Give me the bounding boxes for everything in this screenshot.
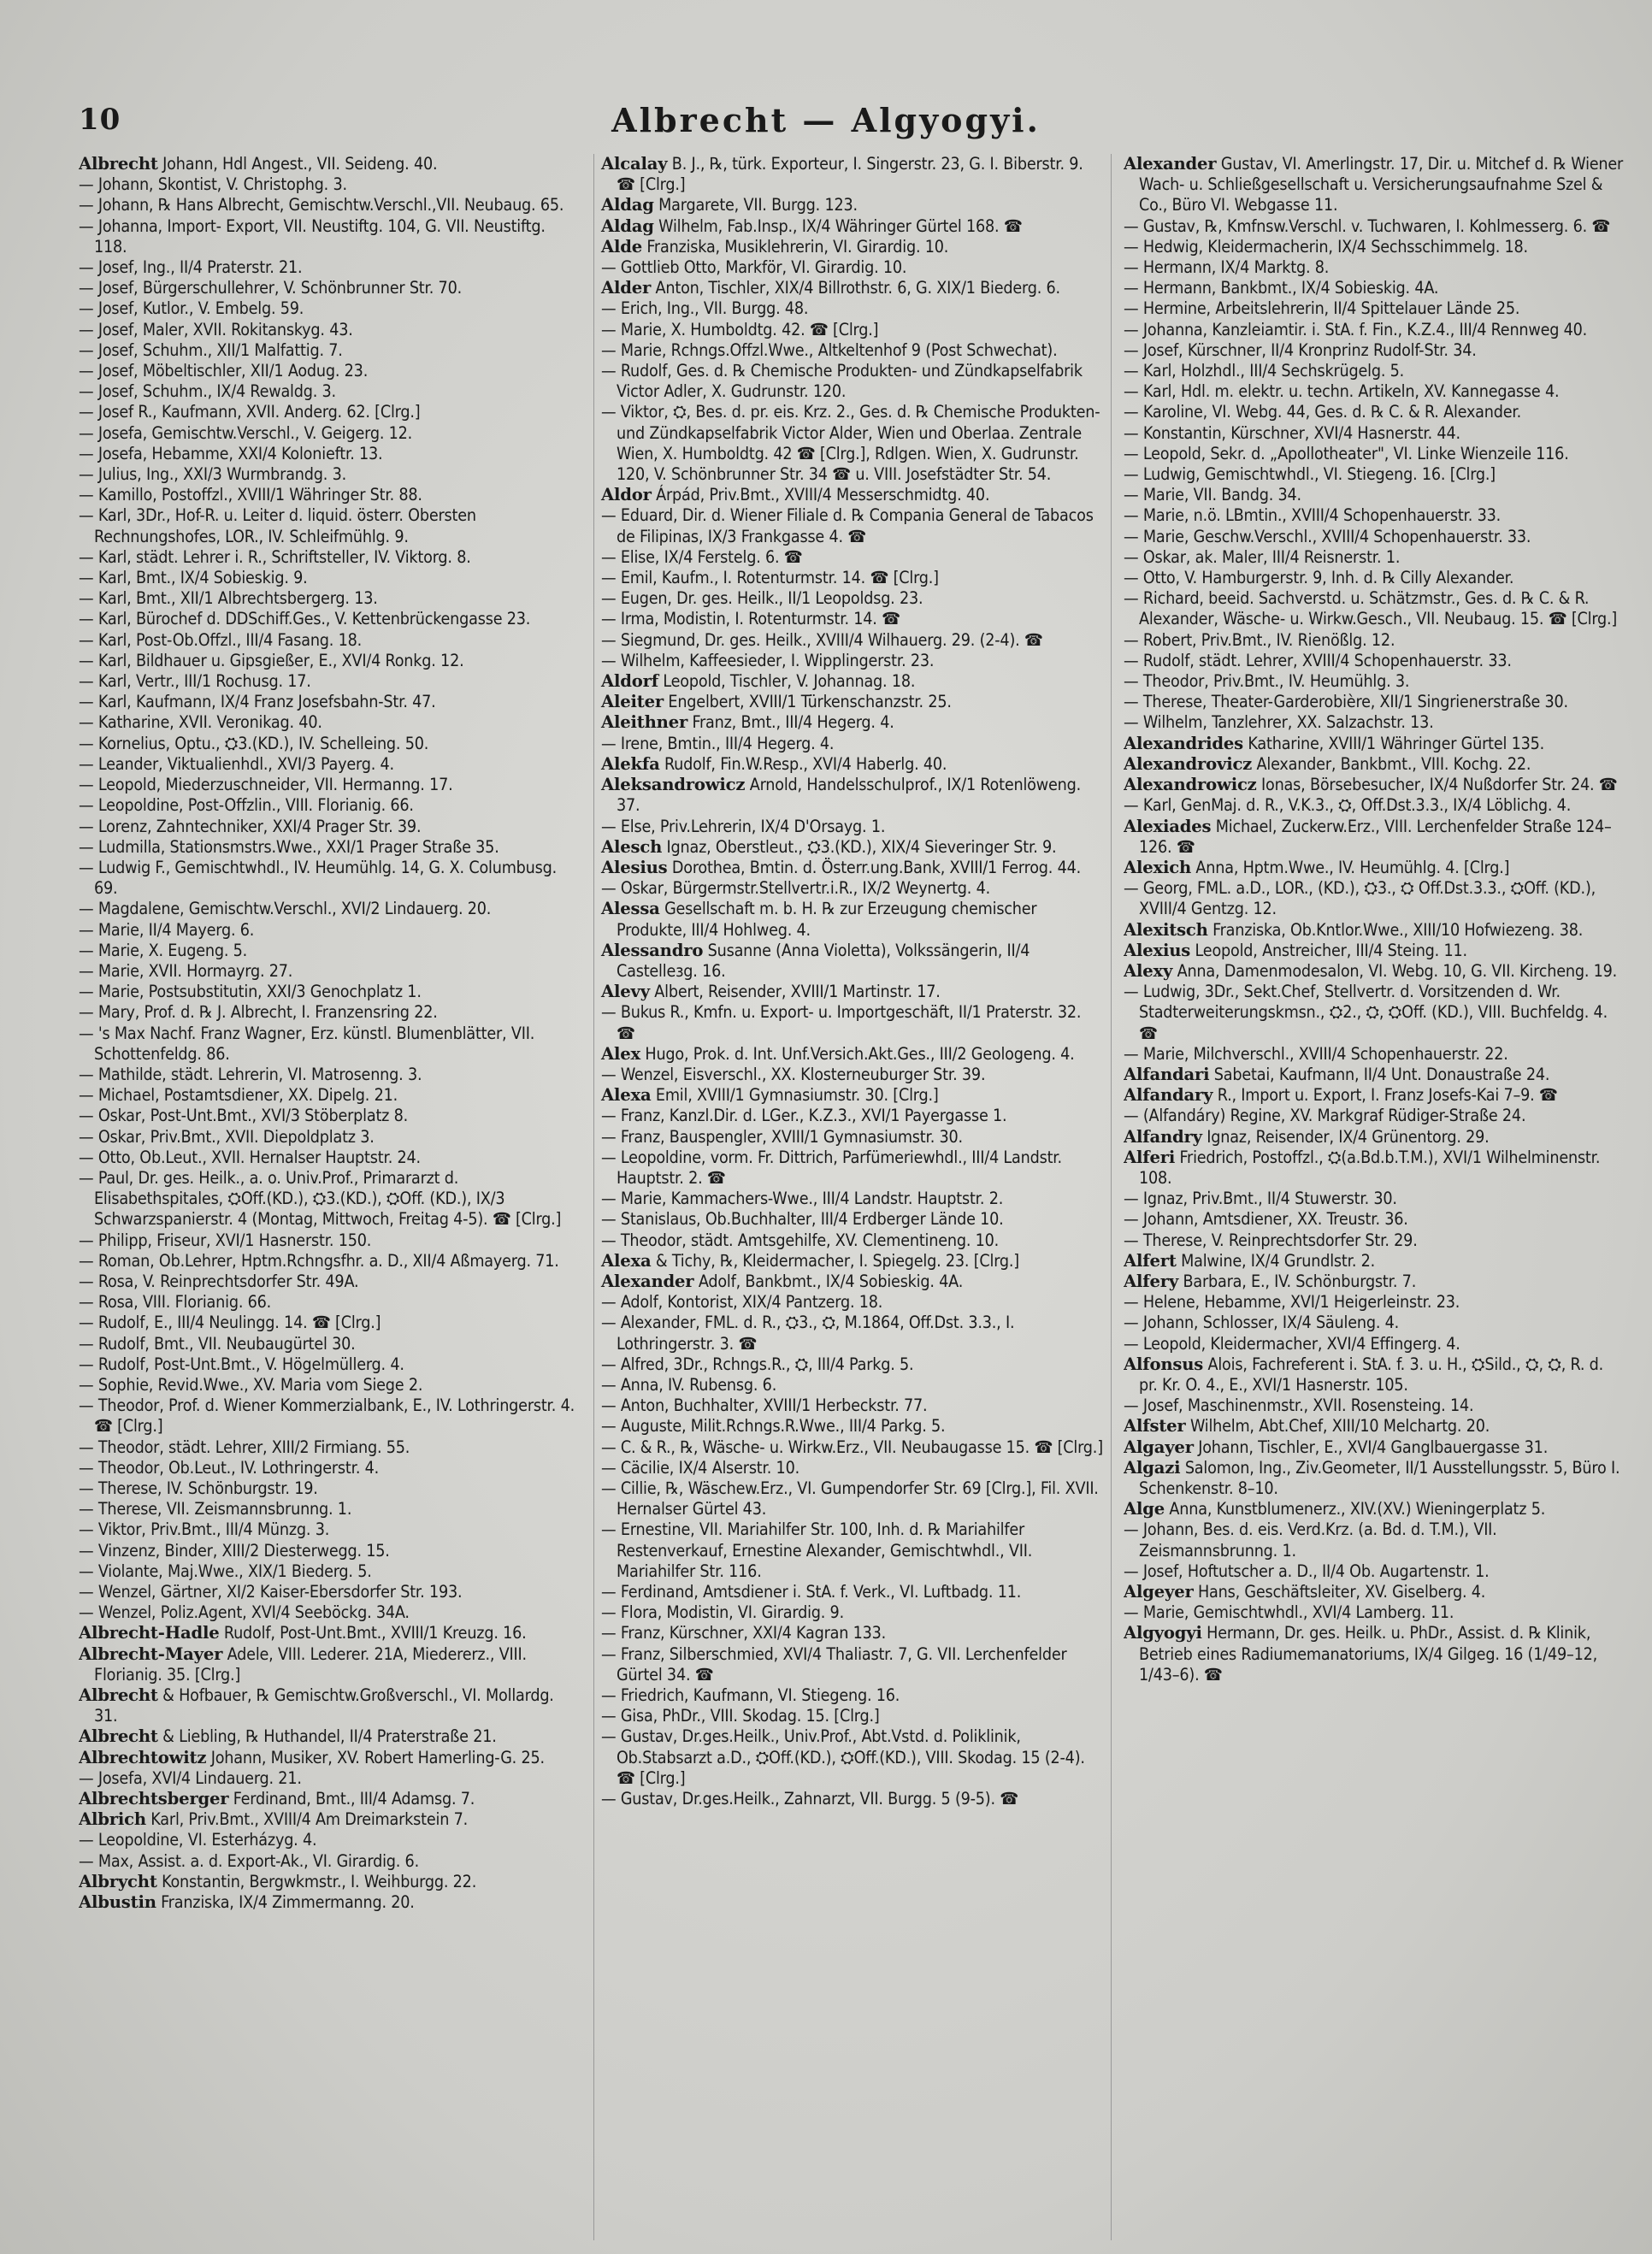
- directory-entry: — Roman, Ob.Lehrer, Hptm.Rchngsfhr. a. D., XII/4 Aßmayerg. 71.: [79, 1250, 559, 1271]
- directory-entry: — Therese, IV. Schönburgstr. 19.: [79, 1478, 318, 1498]
- directory-entry: — Josefa, XVI/4 Lindauerg. 21.: [79, 1767, 302, 1788]
- directory-entry: — Anton, Buchhalter, XVIII/1 Herbeckstr. 77.: [601, 1395, 928, 1416]
- directory-entry: Albustin Franziska, IX/4 Zimmermanng. 20.: [79, 1892, 415, 1913]
- directory-entry: — Alexander, FML. d. R., ⛭3., ⛭, M.1864, Off.Dst. 3.3., I. Lothringerstr. 3. ☎: [601, 1313, 1015, 1354]
- directory-entry: Alexandrides Katharine, XVIII/1 Währinger Gürtel 135.: [1124, 733, 1545, 753]
- directory-entry: — Adolf, Kontorist, XIX/4 Pantzerg. 18.: [601, 1292, 883, 1313]
- directory-entry: — Marie, Gemischtwhdl., XVI/4 Lamberg. 11.: [1124, 1602, 1454, 1623]
- directory-entry: — Johann, Bes. d. eis. Verd.Krz. (a. Bd. d. T.M.), VII. Zeismannsbrunng. 1.: [1124, 1519, 1497, 1561]
- directory-entry: — Mary, Prof. d. ℞ J. Albrecht, I. Franzensring 22.: [79, 1002, 438, 1023]
- directory-entry: Albrecht Johann, Hdl Angest., VII. Seideng. 40.: [79, 154, 438, 174]
- directory-entry: Aleithner Franz, Bmt., III/4 Hegerg. 4.: [601, 712, 894, 733]
- directory-entry: — Kornelius, Optu., ⛭3.(KD.), IV. Schelleing. 50.: [79, 733, 429, 753]
- directory-entry: — Philipp, Friseur, XVI/1 Hasnerstr. 150.: [79, 1230, 372, 1250]
- directory-entry: Alfonsus Alois, Fachreferent i. StA. f. 3. u. H., ⛭Sild., ⛭, ⛭, R. d. pr. Kr. O. 4., E., XVI/1 Hasnerstr. 105.: [1124, 1354, 1604, 1395]
- directory-entry: Aldag Margarete, VII. Burgg. 123.: [601, 195, 858, 215]
- running-head: Albrecht — Algyogyi.: [611, 101, 1041, 139]
- directory-entry: — Konstantin, Kürschner, XVI/4 Hasnerstr. 44.: [1124, 422, 1460, 443]
- directory-entry: — Marie, n.ö. LBmtin., XVIII/4 Schopenhauerstr. 33.: [1124, 505, 1502, 526]
- directory-entry: Alexiades Michael, Zuckerw.Erz., VIII. Lerchenfelder Straße 124–126. ☎: [1124, 816, 1612, 857]
- entries-columns: [79, 154, 1626, 2240]
- directory-entry: — Hermann, Bankbmt., IX/4 Sobieskig. 4A.: [1124, 278, 1439, 298]
- directory-entry: — Rudolf, E., III/4 Neulingg. 14. ☎ [Clrg.]: [79, 1313, 381, 1333]
- directory-entry: — Katharine, XVII. Veronikag. 40.: [79, 712, 322, 733]
- directory-entry: Alfert Malwine, IX/4 Grundlstr. 2.: [1124, 1250, 1376, 1271]
- directory-entry: — Stanislaus, Ob.Buchhalter, III/4 Erdberger Lände 10.: [601, 1209, 1004, 1230]
- directory-entry: Alexander Gustav, VI. Amerlingstr. 17, Dir. u. Mitchef d. ℞ Wiener Wach- u. Schließgesellschaft u. Versicherungsaufnahme Szel & Co., Büro VI. Webgasse 11.: [1124, 154, 1624, 215]
- directory-entry: — Leopoldine, Post-Offzlin., VIII. Florianig. 66.: [79, 795, 414, 816]
- directory-entry: — Max, Assist. a. d. Export-Ak., VI. Girardig. 6.: [79, 1850, 419, 1871]
- directory-entry: — Irma, Modistin, I. Rotenturmstr. 14. ☎: [601, 609, 900, 629]
- directory-entry: Alfandry Ignaz, Reisender, IX/4 Grünentorg. 29.: [1124, 1126, 1490, 1147]
- directory-entry: — Josef, Bürgerschullehrer, V. Schönbrunner Str. 70.: [79, 278, 462, 298]
- directory-entry: Alesius Dorothea, Bmtin. d. Österr.ung.Bank, XVIII/1 Ferrog. 44.: [601, 857, 1082, 877]
- directory-entry: — Josef R., Kaufmann, XVII. Anderg. 62. [Clrg.]: [79, 402, 421, 422]
- directory-entry: — Emil, Kaufm., I. Rotenturmstr. 14. ☎ [Clrg.]: [601, 568, 939, 588]
- directory-entry: — Karl, Post-Ob.Offzl., III/4 Fasang. 18.: [79, 629, 363, 650]
- directory-entry: — Theodor, städt. Lehrer, XIII/2 Firmiang. 55.: [79, 1437, 410, 1457]
- directory-entry: — Marie, Postsubstitutin, XXI/3 Genochplatz 1.: [79, 982, 422, 1002]
- directory-entry: — Eugen, Dr. ges. Heilk., II/1 Leopoldsg. 23.: [601, 588, 923, 609]
- directory-entry: — Helene, Hebamme, XVI/1 Heigerleinstr. 23.: [1124, 1292, 1460, 1313]
- directory-entry: — Siegmund, Dr. ges. Heilk., XVIII/4 Wilhauerg. 29. (2-4). ☎: [601, 629, 1043, 650]
- directory-entry: Algeyer Hans, Geschäftsleiter, XV. Giselberg. 4.: [1124, 1582, 1486, 1602]
- directory-entry: — Leopoldine, VI. Esterházyg. 4.: [79, 1830, 317, 1850]
- directory-entry: Alder Anton, Tischler, XIX/4 Billrothstr. 6, G. XIX/1 Biederg. 6.: [601, 278, 1060, 298]
- directory-entry: — Wenzel, Poliz.Agent, XVI/4 Seeböckg. 34A.: [79, 1602, 410, 1623]
- directory-entry: — Karl, Vertr., III/1 Rochusg. 17.: [79, 671, 311, 692]
- directory-entry: — Ignaz, Priv.Bmt., II/4 Stuwerstr. 30.: [1124, 1189, 1397, 1209]
- directory-entry: — Josef, Möbeltischler, XII/1 Aodug. 23.: [79, 361, 369, 381]
- directory-entry: — Karl, GenMaj. d. R., V.K.3., ⛭, Off.Dst.3.3., IX/4 Löblichg. 4.: [1124, 795, 1572, 816]
- directory-entry: — Rudolf, Bmt., VII. Neubaugürtel 30.: [79, 1333, 356, 1354]
- directory-entry: — Eduard, Dir. d. Wiener Filiale d. ℞ Compania General de Tabacos de Filipinas, IX/3 Frankgasse 4. ☎: [601, 505, 1094, 546]
- directory-entry: — Gustav, Dr.ges.Heilk., Univ.Prof., Abt.Vstd. d. Poliklinik, Ob.Stabsarzt a.D., ⛭Off.(KD.), ⛭Off.(KD.), VIII. Skodag. 15 (2-4). ☎ [Clrg.]: [601, 1726, 1085, 1788]
- directory-entry: — Oskar, Bürgermstr.Stellvertr.i.R., IX/2 Weynertg. 4.: [601, 878, 990, 899]
- directory-entry: — Karl, Bmt., IX/4 Sobieskig. 9.: [79, 568, 308, 588]
- directory-entry: Albrecht-Hadle Rudolf, Post-Unt.Bmt., XVIII/1 Kreuzg. 16.: [79, 1623, 527, 1643]
- directory-entry: — Mathilde, städt. Lehrerin, VI. Matrosenng. 3.: [79, 1064, 422, 1084]
- directory-entry: — C. & R., ℞, Wäsche- u. Wirkw.Erz., VII. Neubaugasse 15. ☎ [Clrg.]: [601, 1437, 1103, 1457]
- directory-entry: — Josef, Maler, XVII. Rokitanskyg. 43.: [79, 319, 353, 339]
- directory-entry: — Josef, Maschinenmstr., XVII. Rosensteing. 14.: [1124, 1395, 1474, 1416]
- column-right: [1124, 154, 1626, 2240]
- directory-entry: — Johann, Schlosser, IX/4 Säuleng. 4.: [1124, 1313, 1400, 1333]
- directory-entry: — 's Max Nachf. Franz Wagner, Erz. künstl. Blumenblätter, VII. Schottenfeldg. 86.: [79, 1023, 535, 1064]
- directory-entry: Albrycht Konstantin, Bergwkmstr., I. Weihburgg. 22.: [79, 1871, 477, 1891]
- directory-entry: — Karoline, VI. Webg. 44, Ges. d. ℞ C. & R. Alexander.: [1124, 402, 1522, 422]
- column-middle: [593, 154, 1112, 2240]
- directory-entry: — Wilhelm, Tanzlehrer, XX. Salzachstr. 13.: [1124, 712, 1434, 733]
- directory-entry: — Bukus R., Kmfn. u. Export- u. Importgeschäft, II/1 Praterstr. 32. ☎: [601, 1002, 1082, 1043]
- directory-entry: — Marie, Kammachers-Wwe., III/4 Landstr. Hauptstr. 2.: [601, 1189, 1004, 1209]
- directory-entry: — Oskar, ak. Maler, III/4 Reisnerstr. 1.: [1124, 546, 1401, 567]
- directory-entry: Alferi Friedrich, Postoffzl., ⛭(a.Bd.b.T.M.), XVI/1 Wilhelminenstr. 108.: [1124, 1147, 1601, 1188]
- directory-entry: Albrich Karl, Priv.Bmt., XVIII/4 Am Dreimarkstein 7.: [79, 1809, 469, 1830]
- directory-entry: — Theodor, städt. Amtsgehilfe, XV. Clementineng. 10.: [601, 1230, 1000, 1250]
- directory-entry: — Violante, Maj.Wwe., XIX/1 Biederg. 5.: [79, 1561, 372, 1581]
- directory-entry: Alexius Leopold, Anstreicher, III/4 Steing. 11.: [1124, 940, 1467, 960]
- directory-entry: — Kamillo, Postoffzl., XVIII/1 Währinger Str. 88.: [79, 485, 422, 505]
- directory-entry: Alexitsch Franziska, Ob.Kntlor.Wwe., XIII/10 Hofwiezeng. 38.: [1124, 919, 1584, 940]
- directory-entry: — Ferdinand, Amtsdiener i. StA. f. Verk., VI. Luftbadg. 11.: [601, 1582, 1022, 1602]
- directory-entry: Albrecht & Hofbauer, ℞ Gemischtw.Großverschl., VI. Mollardg. 31.: [79, 1685, 554, 1726]
- directory-entry: — Hermine, Arbeitslehrerin, II/4 Spittelauer Lände 25.: [1124, 298, 1520, 319]
- directory-entry: Albrechtsberger Ferdinand, Bmt., III/4 Adamsg. 7.: [79, 1789, 475, 1809]
- directory-entry: — Paul, Dr. ges. Heilk., a. o. Univ.Prof., Primararzt d. Elisabethspitales, ⛭Off.(KD.), ⛭3.(KD.), ⛭Off. (KD.), IX/3 Schwarzspanierstr. 4 (Montag, Mittwoch, Freitag 4-5). ☎ [Clrg.]: [79, 1167, 562, 1230]
- directory-entry: — Karl, Holzhdl., III/4 Sechskrügelg. 5.: [1124, 361, 1405, 381]
- directory-entry: Alfandari Sabetai, Kaufmann, II/4 Unt. Donaustraße 24.: [1124, 1064, 1550, 1084]
- directory-entry: — Marie, Geschw.Verschl., XVIII/4 Schopenhauerstr. 33.: [1124, 526, 1531, 546]
- directory-entry: Alexander Adolf, Bankbmt., IX/4 Sobieskig. 4A.: [601, 1271, 964, 1291]
- directory-entry: Aleiter Engelbert, XVIII/1 Türkenschanzstr. 25.: [601, 692, 952, 712]
- directory-entry: Alessandro Susanne (Anna Violetta), Volkssängerin, II/4 Castelleзg. 16.: [601, 940, 1030, 981]
- column-left: [79, 154, 581, 2240]
- directory-entry: Alexa Emil, XVIII/1 Gymnasiumstr. 30. [Clrg.]: [601, 1085, 939, 1106]
- directory-entry: — Josef, Schuhm., IX/4 Rewaldg. 3.: [79, 381, 336, 402]
- directory-entry: — Marie, VII. Bandg. 34.: [1124, 485, 1301, 505]
- directory-entry: — Karl, Bürochef d. DDSchiff.Ges., V. Kettenbrückengasse 23.: [79, 609, 531, 629]
- directory-entry: — Viktor, ⛭, Bes. d. pr. eis. Krz. 2., Ges. d. ℞ Chemische Produkten- und Zündkapselfabrik Victor Alder, Wien und Oberlaa. Zentrale Wien, X. Humboldtg. 42 ☎ [Clrg.], Rdlgen. Wien, X. Gudrunstr. 120, V. Schönbrunner Str. 34 ☎ u. VIII. Josefstädter Str. 54.: [601, 402, 1100, 485]
- directory-entry: — Rudolf, Ges. d. ℞ Chemische Produkten- und Zündkapselfabrik Victor Adler, X. Gudrunstr. 120.: [601, 361, 1083, 402]
- directory-entry: — Marie, X. Eugeng. 5.: [79, 940, 248, 960]
- directory-entry: Alfery Barbara, E., IV. Schönburgstr. 7.: [1124, 1271, 1417, 1291]
- directory-entry: — Marie, Milchverschl., XVIII/4 Schopenhauerstr. 22.: [1124, 1043, 1508, 1064]
- directory-entry: — Robert, Priv.Bmt., IV. Rienößlg. 12.: [1124, 629, 1395, 650]
- directory-entry: — Cäcilie, IX/4 Alserstr. 10.: [601, 1457, 799, 1478]
- directory-entry: — Lorenz, Zahntechniker, XXI/4 Prager Str. 39.: [79, 816, 422, 836]
- directory-entry: Alevy Albert, Reisender, XVIII/1 Martinstr. 17.: [601, 982, 941, 1002]
- directory-entry: — Josefa, Hebamme, XXI/4 Kolonieftr. 13.: [79, 443, 383, 463]
- directory-entry: Alexandrowicz Ionas, Börsebesucher, IX/4 Nußdorfer Str. 24. ☎: [1124, 775, 1618, 795]
- directory-entry: — Marie, Rchngs.Offzl.Wwe., Altkeltenhof 9 (Post Schwechat).: [601, 339, 1058, 360]
- directory-entry: Alexa & Tichy, ℞, Kleidermacher, I. Spiegelg. 23. [Clrg.]: [601, 1250, 1019, 1271]
- directory-entry: — Ludwig F., Gemischtwhdl., IV. Heumühlg. 14, G. X. Columbusg. 69.: [79, 857, 558, 899]
- directory-entry: — Wilhelm, Kaffeesieder, I. Wipplingerstr. 23.: [601, 650, 935, 670]
- directory-entry: Aldag Wilhelm, Fab.Insp., IX/4 Währinger Gürtel 168. ☎: [601, 215, 1023, 236]
- directory-entry: — Auguste, Milit.Rchngs.R.Wwe., III/4 Parkg. 5.: [601, 1416, 946, 1437]
- directory-entry: — Josef, Kürschner, II/4 Kronprinz Rudolf-Str. 34.: [1124, 339, 1477, 360]
- directory-entry: — Gisa, PhDr., VIII. Skodag. 15. [Clrg.]: [601, 1706, 880, 1726]
- directory-entry: — Anna, IV. Rubensg. 6.: [601, 1374, 777, 1395]
- directory-entry: — Leopoldine, vorm. Fr. Dittrich, Parfümeriewhdl., III/4 Landstr. Hauptstr. 2. ☎: [601, 1147, 1062, 1188]
- directory-entry: — Karl, Bildhauer u. Gipsgießer, E., XVI/4 Ronkg. 12.: [79, 650, 464, 670]
- directory-entry: — Franz, Silberschmied, XVI/4 Thaliastr. 7, G. VII. Lerchenfelder Gürtel 34. ☎: [601, 1643, 1067, 1685]
- directory-entry: — Otto, V. Hamburgerstr. 9, Inh. d. ℞ Cilly Alexander.: [1124, 568, 1514, 588]
- directory-entry: Alexandrovicz Alexander, Bankbmt., VIII. Kochg. 22.: [1124, 753, 1531, 774]
- directory-entry: — Ludwig, Gemischtwhdl., VI. Stiegeng. 16. [Clrg.]: [1124, 464, 1496, 485]
- directory-entry: — Flora, Modistin, VI. Girardig. 9.: [601, 1602, 844, 1623]
- directory-entry: — Marie, XVII. Hormayrg. 27.: [79, 960, 293, 981]
- directory-entry: — Karl, städt. Lehrer i. R., Schriftsteller, IV. Viktorg. 8.: [79, 546, 471, 567]
- directory-entry: — Gustav, Dr.ges.Heilk., Zahnarzt, VII. Burgg. 5 (9-5). ☎: [601, 1789, 1019, 1809]
- directory-entry: — Leopold, Miederzuschneider, VII. Hermanng. 17.: [79, 775, 453, 795]
- directory-entry: — Wenzel, Eisverschl., XX. Klosterneuburger Str. 39.: [601, 1064, 986, 1084]
- directory-entry: — Ludmilla, Stationsmstrs.Wwe., XXI/1 Prager Straße 35.: [79, 836, 499, 857]
- directory-entry: — Magdalene, Gemischtw.Verschl., XVI/2 Lindauerg. 20.: [79, 899, 492, 919]
- directory-entry: — Irene, Bmtin., III/4 Hegerg. 4.: [601, 733, 835, 753]
- directory-entry: Aldorf Leopold, Tischler, V. Johannag. 18.: [601, 671, 916, 692]
- directory-entry: — Karl, Hdl. m. elektr. u. techn. Artikeln, XV. Kannegasse 4.: [1124, 381, 1560, 402]
- directory-entry: — Otto, Ob.Leut., XVII. Hernalser Hauptstr. 24.: [79, 1147, 421, 1167]
- directory-entry: — Josef, Kutlor., V. Embelg. 59.: [79, 298, 304, 319]
- directory-entry: — Ernestine, VII. Mariahilfer Str. 100, Inh. d. ℞ Mariahilfer Restenverkauf, Ernestine Alexander, Gemischtwhdl., VII. Mariahilfer Str. 116.: [601, 1519, 1033, 1581]
- directory-entry: — Johann, Amtsdiener, XX. Treustr. 36.: [1124, 1209, 1408, 1230]
- directory-entry: — Karl, Kaufmann, IX/4 Franz Josefsbahn-Str. 47.: [79, 692, 436, 712]
- directory-entry: — Therese, VII. Zeismannsbrunng. 1.: [79, 1499, 352, 1519]
- directory-entry: — Josefa, Gemischtw.Verschl., V. Geigerg. 12.: [79, 422, 413, 443]
- directory-entry: — (Alfandáry) Regine, XV. Markgraf Rüdiger-Straße 24.: [1124, 1106, 1526, 1126]
- directory-entry: — Theodor, Priv.Bmt., IV. Heumühlg. 3.: [1124, 671, 1410, 692]
- directory-entry: Albrecht-Mayer Adele, VIII. Lederer. 21A, Miedererz., VIII. Florianig. 35. [Clrg.]: [79, 1643, 527, 1685]
- directory-entry: — Richard, beeid. Sachverstd. u. Schätzmstr., Ges. d. ℞ C. & R. Alexander, Wäsche- u. Wirkw.Gesch., VII. Neubaug. 15. ☎ [Clrg.]: [1124, 588, 1618, 629]
- directory-entry: — Gustav, ℞, Kmfnsw.Verschl. v. Tuchwaren, I. Kohlmesserg. 6. ☎: [1124, 215, 1611, 236]
- directory-entry: — Viktor, Priv.Bmt., III/4 Münzg. 3.: [79, 1519, 330, 1540]
- directory-entry: — Johann, Skontist, V. Christophg. 3.: [79, 174, 347, 195]
- directory-entry: — Elise, IX/4 Ferstelg. 6. ☎: [601, 546, 803, 567]
- directory-entry: Alekfa Rudolf, Fin.W.Resp., XVI/4 Haberlg. 40.: [601, 753, 947, 774]
- directory-entry: Alexich Anna, Hptm.Wwe., IV. Heumühlg. 4. [Clrg.]: [1124, 857, 1510, 877]
- directory-entry: Alexy Anna, Damenmodesalon, VI. Webg. 10, G. VII. Kircheng. 19.: [1124, 960, 1618, 981]
- directory-entry: — Cillie, ℞, Wäschew.Erz., VI. Gumpendorfer Str. 69 [Clrg.], Fil. XVII. Hernalser Gürtel 43.: [601, 1478, 1099, 1519]
- directory-entry: Alcalay B. J., ℞, türk. Exporteur, I. Singerstr. 23, G. I. Biberstr. 9. ☎ [Clrg.]: [601, 154, 1083, 195]
- directory-entry: — Rudolf, Post-Unt.Bmt., V. Högelmüllerg. 4.: [79, 1354, 404, 1374]
- directory-entry: — Leopold, Sekr. d. „Apollotheater", VI. Linke Wienzeile 116.: [1124, 443, 1569, 463]
- directory-entry: Albrechtowitz Johann, Musiker, XV. Robert Hamerling-G. 25.: [79, 1747, 545, 1767]
- directory-entry: — Alfred, 3Dr., Rchngs.R., ⛭, III/4 Parkg. 5.: [601, 1354, 914, 1374]
- directory-entry: Algayer Johann, Tischler, E., XVI/4 Ganglbauergasse 31.: [1124, 1437, 1549, 1457]
- directory-entry: — Ludwig, 3Dr., Sekt.Chef, Stellvertr. d. Vorsitzenden d. Wr. Stadterweiterungskmsn., ⛭2., ⛭, ⛭Off. (KD.), VIII. Buchfeldg. 4. ☎: [1124, 982, 1608, 1043]
- directory-entry: — Wenzel, Gärtner, XI/2 Kaiser-Ebersdorfer Str. 193.: [79, 1582, 463, 1602]
- directory-entry: — Josef, Hoftutscher a. D., II/4 Ob. Augartenstr. 1.: [1124, 1561, 1490, 1581]
- directory-entry: — Johanna, Import- Export, VII. Neustiftg. 104, G. VII. Neustiftg. 118.: [79, 215, 546, 257]
- directory-entry: — Marie, II/4 Mayerg. 6.: [79, 919, 255, 940]
- directory-entry: Aldor Árpád, Priv.Bmt., XVIII/4 Messerschmidtg. 40.: [601, 485, 990, 505]
- directory-entry: — Vinzenz, Binder, XIII/2 Diesterwegg. 15.: [79, 1540, 390, 1561]
- directory-entry: Albrecht & Liebling, ℞ Huthandel, II/4 Praterstraße 21.: [79, 1726, 497, 1747]
- directory-entry: — Karl, 3Dr., Hof-R. u. Leiter d. liquid. österr. Obersten Rechnungshofes, LOR., IV. Schleifmühlg. 9.: [79, 505, 476, 546]
- directory-entry: — Leander, Viktualienhdl., XVI/3 Payerg. 4.: [79, 753, 394, 774]
- directory-entry: Alfandary R., Import u. Export, I. Franz Josefs-Kai 7–9. ☎: [1124, 1085, 1558, 1106]
- directory-entry: — Marie, X. Humboldtg. 42. ☎ [Clrg.]: [601, 319, 879, 339]
- directory-entry: Alessa Gesellschaft m. b. H. ℞ zur Erzeugung chemischer Produkte, III/4 Hohlweg. 4.: [601, 899, 1037, 940]
- directory-entry: — Rosa, VIII. Florianig. 66.: [79, 1292, 272, 1313]
- directory-entry: — Gottlieb Otto, Markför, VI. Girardig. 10.: [601, 257, 907, 278]
- directory-entry: — Franz, Kürschner, XXI/4 Kagran 133.: [601, 1623, 887, 1643]
- directory-entry: — Oskar, Priv.Bmt., XVII. Diepoldplatz 3.: [79, 1126, 375, 1147]
- directory-entry: — Franz, Kanzl.Dir. d. LGer., K.Z.3., XVI/1 Payergasse 1.: [601, 1106, 1007, 1126]
- directory-entry: — Rudolf, städt. Lehrer, XVIII/4 Schopenhauerstr. 33.: [1124, 650, 1512, 670]
- directory-entry: — Leopold, Kleidermacher, XVI/4 Effingerg. 4.: [1124, 1333, 1460, 1354]
- directory-entry: — Erich, Ing., VII. Burgg. 48.: [601, 298, 809, 319]
- directory-entry: Algyogyi Hermann, Dr. ges. Heilk. u. PhDr., Assist. d. ℞ Klinik, Betrieb eines Radiumemanatoriums, IX/4 Gilgeg. 16 (1/49–12, 1/43–6). ☎: [1124, 1623, 1598, 1685]
- directory-entry: — Hedwig, Kleidermacherin, IX/4 Sechsschimmelg. 18.: [1124, 236, 1528, 257]
- directory-entry: — Johanna, Kanzleiamtir. i. StA. f. Fin., K.Z.4., III/4 Rennweg 40.: [1124, 319, 1588, 339]
- directory-entry: — Therese, Theater-Garderobière, XII/1 Singrienerstraße 30.: [1124, 692, 1568, 712]
- directory-entry: — Julius, Ing., XXI/3 Wurmbrandg. 3.: [79, 464, 346, 485]
- directory-entry: — Friedrich, Kaufmann, VI. Stiegeng. 16.: [601, 1685, 900, 1706]
- directory-entry: — Hermann, IX/4 Marktg. 8.: [1124, 257, 1330, 278]
- directory-entry: — Theodor, Prof. d. Wiener Kommerzialbank, E., IV. Lothringerstr. 4. ☎ [Clrg.]: [79, 1395, 575, 1437]
- directory-entry: Alge Anna, Kunstblumenerz., XIV.(XV.) Wieningerplatz 5.: [1124, 1499, 1546, 1519]
- directory-entry: — Therese, V. Reinprechtsdorfer Str. 29.: [1124, 1230, 1418, 1250]
- directory-entry: Alex Hugo, Prok. d. Int. Unf.Versich.Akt.Ges., III/2 Geologeng. 4.: [601, 1043, 1075, 1064]
- directory-entry: Alde Franziska, Musiklehrerin, VI. Girardig. 10.: [601, 236, 949, 257]
- directory-entry: — Johann, ℞ Hans Albrecht, Gemischtw.Verschl.,VII. Neubaug. 65.: [79, 195, 564, 215]
- directory-entry: — Oskar, Post-Unt.Bmt., XVI/3 Stöberplatz 8.: [79, 1106, 409, 1126]
- directory-entry: Algazi Salomon, Ing., Ziv.Geometer, II/1 Ausstellungsstr. 5, Büro I. Schenkenstr. 8–10.: [1124, 1457, 1620, 1498]
- directory-entry: Alesch Ignaz, Oberstleut., ⛭3.(KD.), XIX/4 Sieveringer Str. 9.: [601, 836, 1057, 857]
- directory-entry: — Theodor, Ob.Leut., IV. Lothringerstr. 4.: [79, 1457, 380, 1478]
- page-number: 10: [79, 103, 121, 137]
- directory-entry: — Karl, Bmt., XII/1 Albrechtsbergerg. 13.: [79, 588, 378, 609]
- directory-entry: Alfster Wilhelm, Abt.Chef, XIII/10 Melchartg. 20.: [1124, 1416, 1490, 1437]
- directory-entry: — Sophie, Revid.Wwe., XV. Maria vom Siege 2.: [79, 1374, 423, 1395]
- directory-entry: — Georg, FML. a.D., LOR., (KD.), ⛭3., ⛭ Off.Dst.3.3., ⛭Off. (KD.), XVIII/4 Gentzg. 12.: [1124, 878, 1596, 919]
- directory-entry: — Josef, Ing., II/4 Praterstr. 21.: [79, 257, 303, 278]
- directory-entry: — Michael, Postamtsdiener, XX. Dipelg. 21.: [79, 1085, 398, 1106]
- directory-entry: — Josef, Schuhm., XII/1 Malfattig. 7.: [79, 339, 343, 360]
- directory-entry: Aleksandrowicz Arnold, Handelsschulprof., IX/1 Rotenlöweng. 37.: [601, 775, 1081, 816]
- directory-entry: — Else, Priv.Lehrerin, IX/4 D'Orsayg. 1.: [601, 816, 886, 836]
- directory-entry: — Franz, Bauspengler, XVIII/1 Gymnasiumstr. 30.: [601, 1126, 963, 1147]
- directory-entry: — Rosa, V. Reinprechtsdorfer Str. 49A.: [79, 1271, 359, 1291]
